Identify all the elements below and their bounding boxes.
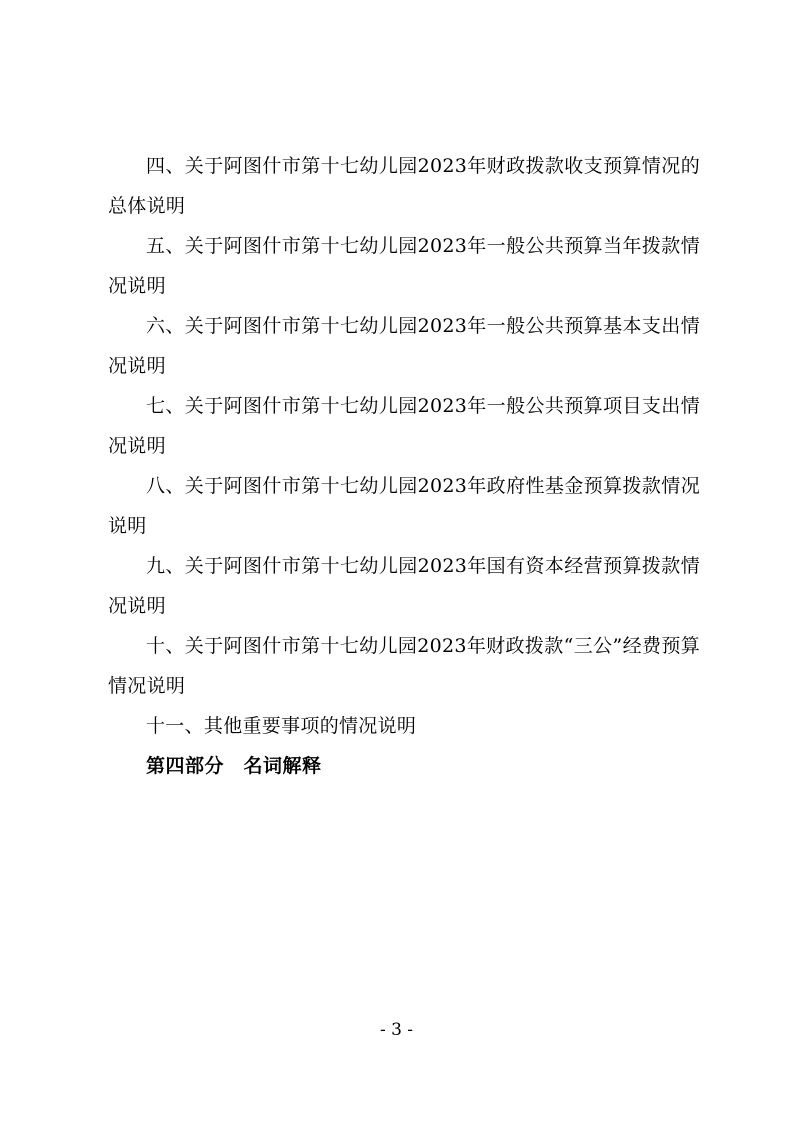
toc-entry-11: 十一、其他重要事项的情况说明 xyxy=(146,715,417,737)
table-of-contents xyxy=(108,146,700,786)
toc-entry-5: 五、关于阿图什市第十七幼儿园2023年一般公共预算当年拨款情况说明 xyxy=(108,235,700,297)
toc-entry-9: 九、关于阿图什市第十七幼儿园2023年国有资本经营预算拨款情况说明 xyxy=(108,555,700,617)
section-heading: 第四部分 名词解释 xyxy=(146,755,322,777)
toc-entry-7: 七、关于阿图什市第十七幼儿园2023年一般公共预算项目支出情况说明 xyxy=(108,395,700,457)
toc-entry-6: 六、关于阿图什市第十七幼儿园2023年一般公共预算基本支出情况说明 xyxy=(108,315,700,377)
toc-entry-10: 十、关于阿图什市第十七幼儿园2023年财政拨款“三公”经费预算情况说明 xyxy=(108,635,700,697)
toc-entry-4: 四、关于阿图什市第十七幼儿园2023年财政拨款收支预算情况的总体说明 xyxy=(108,155,700,217)
toc-entry-8: 八、关于阿图什市第十七幼儿园2023年政府性基金预算拨款情况说明 xyxy=(108,475,700,537)
page-number: - 3 - xyxy=(379,1020,414,1040)
